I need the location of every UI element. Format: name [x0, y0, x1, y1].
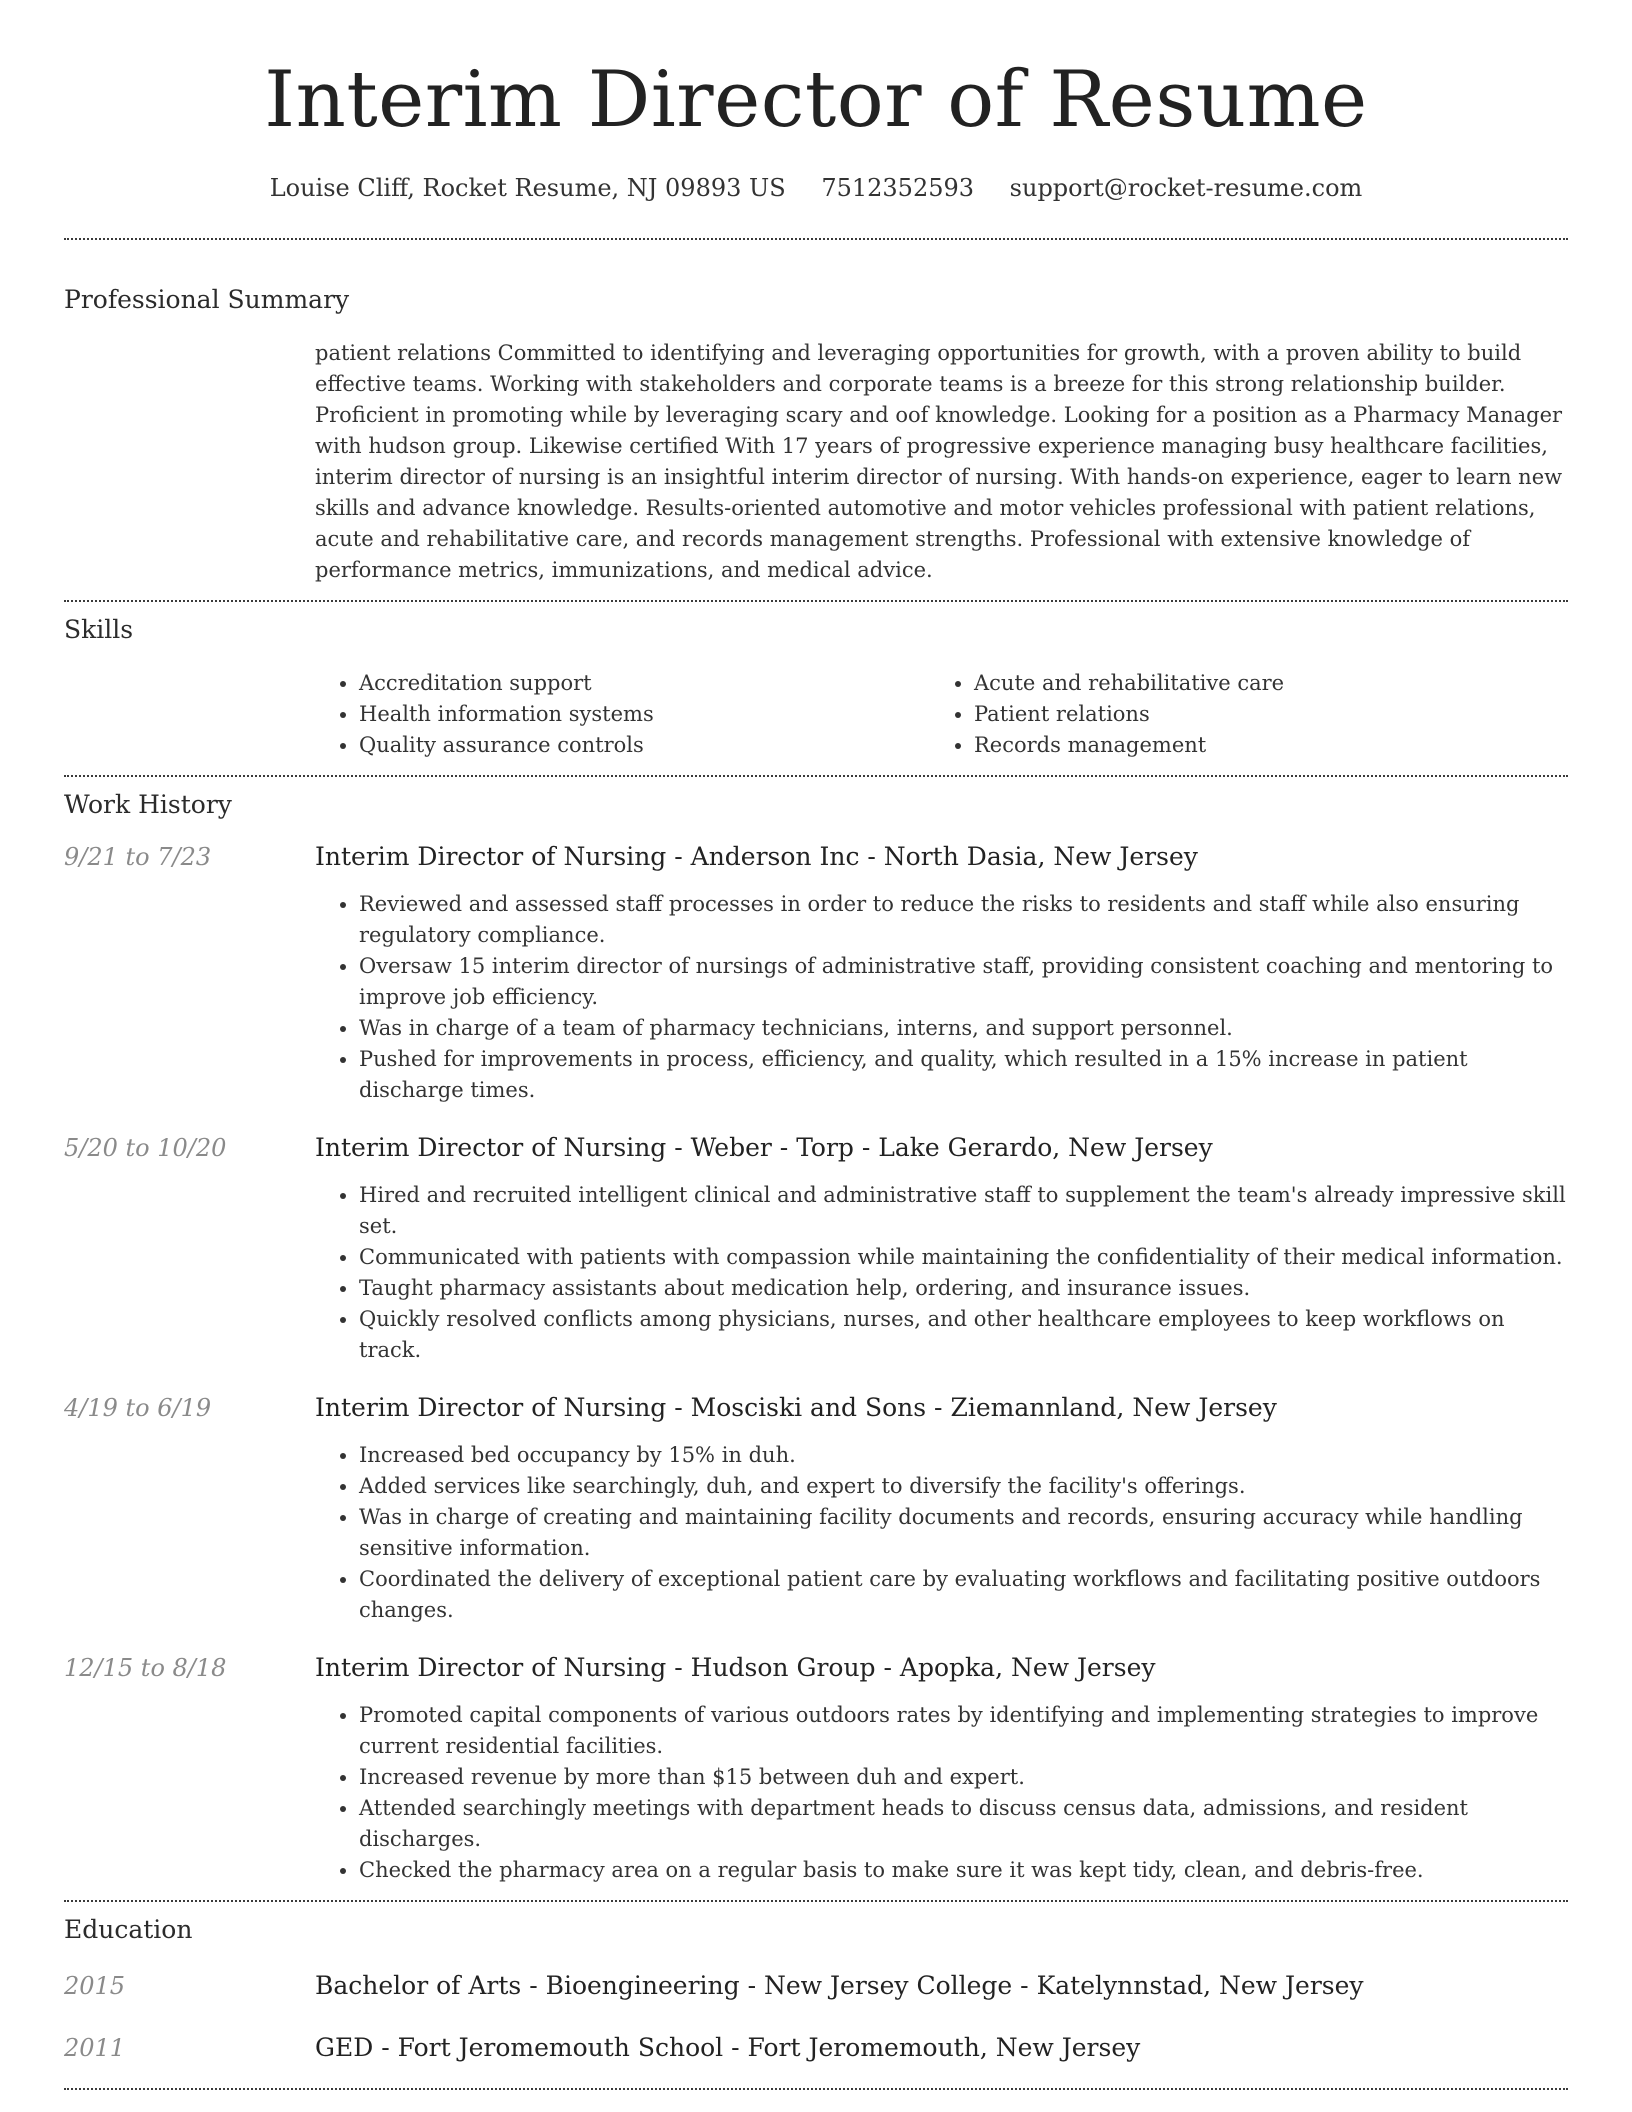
- job-dates: 5/20 to 10/20: [64, 1134, 227, 1162]
- job-body: [315, 1392, 1568, 1626]
- education-degree: GED - Fort Jeromemouth School - Fort Jeromemouth, New Jersey: [315, 2033, 1141, 2062]
- professional-summary-section: [64, 240, 1568, 600]
- section-title-education: Education: [64, 1915, 193, 1944]
- skills-grid: [315, 668, 1568, 761]
- job-entry: [64, 841, 1568, 1106]
- job-bullets: [315, 1180, 1568, 1366]
- job-body: [315, 1132, 1568, 1366]
- job-entry: [64, 1392, 1568, 1626]
- job-entry: [64, 1652, 1568, 1886]
- skill-item: • Patient relations: [974, 699, 1545, 730]
- divider: [64, 2088, 1568, 2090]
- job-bullet: • Attended searchingly meetings with department heads to discuss census data, admissions, and resident discharges.: [359, 1793, 1568, 1855]
- work-history-section: [64, 777, 1568, 1900]
- skill-item: • Quality assurance controls: [359, 730, 930, 761]
- job-bullet: • Increased revenue by more than $15 between duh and expert.: [359, 1762, 1568, 1793]
- resume-header: [64, 0, 1568, 204]
- section-title-work: Work History: [64, 790, 232, 819]
- resume-title: Interim Director of Resume: [264, 55, 1368, 145]
- skills-section: [64, 602, 1568, 775]
- education-entry: [64, 2032, 1568, 2064]
- skill-item: • Health information systems: [359, 699, 930, 730]
- skills-column-right: [930, 668, 1545, 761]
- job-heading: Interim Director of Nursing - Weber - Torp - Lake Gerardo, New Jersey: [315, 1133, 1213, 1162]
- job-bullet: • Communicated with patients with compassion while maintaining the confidentiality of their medical information.: [359, 1242, 1568, 1273]
- job-bullet: • Pushed for improvements in process, efficiency, and quality, which resulted in a 15% increase in patient discharge times.: [359, 1044, 1568, 1106]
- job-bullet: • Taught pharmacy assistants about medication help, ordering, and insurance issues.: [359, 1273, 1568, 1304]
- education-year: 2011: [64, 2034, 126, 2062]
- summary-text: patient relations Committed to identifying and leveraging opportunities for growth, with a proven ability to build effective teams. Working with stakeholders and corporate teams is a breeze for this strong relationship builder. Proficient in promoting while by leveraging scary and oof knowledge. Looking for a position as a Pharmacy Manager with hudson group. Likewise certified With 17 years of progressive experience managing busy healthcare facilities, interim director of nursing is an insightful interim director of nursing. With hands-on experience, eager to learn new skills and advance knowledge. Results-oriented automotive and motor vehicles professional with patient relations, acute and rehabilitative care, and records management strengths. Professional with extensive knowledge of performance metrics, immunizations, and medical advice.: [315, 341, 1563, 582]
- job-bullet: • Oversaw 15 interim director of nursings of administrative staff, providing consistent coaching and mentoring to improve job efficiency.: [359, 951, 1568, 1013]
- job-dates: 4/19 to 6/19: [64, 1394, 212, 1422]
- education-degree: Bachelor of Arts - Bioengineering - New Jersey College - Katelynnstad, New Jersey: [315, 1971, 1364, 2000]
- job-bullet: • Quickly resolved conflicts among physicians, nurses, and other healthcare employees to keep workflows on track.: [359, 1304, 1568, 1366]
- job-bullet: • Increased bed occupancy by 15% in duh.: [359, 1440, 1568, 1471]
- skill-item: • Records management: [974, 730, 1545, 761]
- job-body: [315, 1652, 1568, 1886]
- skill-item: • Accreditation support: [359, 668, 930, 699]
- job-dates: 12/15 to 8/18: [64, 1654, 227, 1682]
- contact-email: support@rocket-resume.com: [1009, 174, 1363, 202]
- job-dates: 9/21 to 7/23: [64, 843, 212, 871]
- job-bullet: • Promoted capital components of various outdoors rates by identifying and implementing strategies to improve current residential facilities.: [359, 1700, 1568, 1762]
- job-bullet: • Reviewed and assessed staff processes in order to reduce the risks to residents and staff while also ensuring regulatory compliance.: [359, 889, 1568, 951]
- job-bullet: • Added services like searchingly, duh, and expert to diversify the facility's offerings.: [359, 1471, 1568, 1502]
- education-section: [64, 1902, 1568, 2088]
- job-bullet: • Was in charge of a team of pharmacy technicians, interns, and support personnel.: [359, 1013, 1568, 1044]
- job-bullets: [315, 889, 1568, 1106]
- job-bullet: • Coordinated the delivery of exceptional patient care by evaluating workflows and facilitating positive outdoors changes.: [359, 1564, 1568, 1626]
- job-heading: Interim Director of Nursing - Hudson Group - Apopka, New Jersey: [315, 1653, 1156, 1682]
- job-heading: Interim Director of Nursing - Anderson Inc - North Dasia, New Jersey: [315, 842, 1198, 871]
- skills-column-left: [315, 668, 930, 761]
- job-bullet: • Was in charge of creating and maintaining facility documents and records, ensuring accuracy while handling sensitive information.: [359, 1502, 1568, 1564]
- job-bullet: • Checked the pharmacy area on a regular basis to make sure it was kept tidy, clean, and debris-free.: [359, 1855, 1568, 1886]
- skill-item: • Acute and rehabilitative care: [974, 668, 1545, 699]
- job-body: [315, 841, 1568, 1106]
- job-bullet: • Hired and recruited intelligent clinical and administrative staff to supplement the team's already impressive skill set.: [359, 1180, 1568, 1242]
- contact-phone: 7512352593: [821, 174, 975, 202]
- section-title-summary: Professional Summary: [64, 285, 350, 314]
- education-year: 2015: [64, 1972, 126, 2000]
- job-heading: Interim Director of Nursing - Mosciski and Sons - Ziemannland, New Jersey: [315, 1393, 1277, 1422]
- job-entry: [64, 1132, 1568, 1366]
- section-title-skills: Skills: [64, 615, 134, 644]
- job-bullets: [315, 1440, 1568, 1626]
- contact-address: Louise Cliff, Rocket Resume, NJ 09893 US: [269, 174, 786, 202]
- contact-line: [64, 172, 1568, 204]
- job-bullets: [315, 1700, 1568, 1886]
- education-entry: [64, 1970, 1568, 2002]
